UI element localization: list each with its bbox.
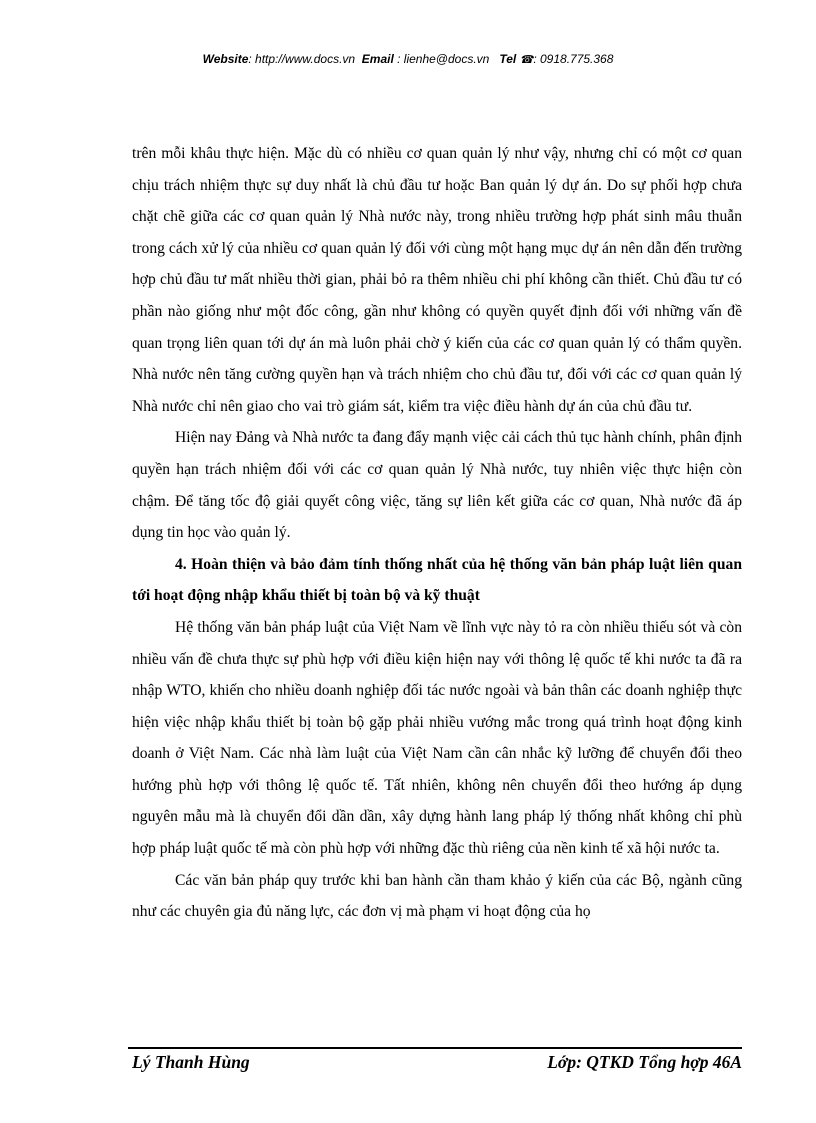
paragraph-2: Hiện nay Đảng và Nhà nước ta đang đẩy mạnh việc cải cách thủ tục hành chính, phân định quyền hạn trách nhiệm đối với các cơ quan quản lý Nhà nước, tuy nhiên việc thực hiện còn chậm. Để tăng tốc độ giải quyết công việc, tăng sự liên kết giữa các cơ quan, Nhà nước đã áp dụng tin học vào quản lý. — [132, 429, 742, 542]
telephone-icon: ☎ — [519, 54, 534, 66]
tel-label: Tel — [499, 52, 517, 66]
footer-class: Lớp: QTKD Tổng hợp 46A — [547, 1052, 742, 1072]
email-value[interactable]: : lienhe@docs.vn — [393, 52, 490, 66]
page-header — [0, 52, 816, 66]
footer-author: Lý Thanh Hùng — [132, 1052, 250, 1072]
paragraph-1: trên mỗi khâu thực hiện. Mặc dù có nhiều cơ quan quản lý như vậy, nhưng chỉ có một cơ quan chịu trách nhiệm thực sự duy nhất là chủ đầu tư hoặc Ban quản lý dự án. Do sự phối hợp chưa chặt chẽ giữa các cơ quan quản lý Nhà nước này, trong nhiều trường hợp phát sinh mâu thuẫn trong cách xử lý của nhiều cơ quan quản lý đối với cùng một hạng mục dự án nên dẫn đến trường hợp chủ đầu tư mất nhiều thời gian, phải bỏ ra thêm nhiều chi phí không cần thiết. Chủ đầu tư có phần nào giống như một đốc công, gần như không có quyền quyết định đối với những vấn đề quan trọng liên quan tới dự án mà luôn phải chờ ý kiến của các cơ quan quản lý có thẩm quyền. Nhà nước nên tăng cường quyền hạn và trách nhiệm cho chủ đầu tư, đối với các cơ quan quản lý Nhà nước chỉ nên giao cho vai trò giám sát, kiểm tra việc điều hành dự án của chủ đầu tư. — [132, 145, 742, 415]
paragraph-4: Các văn bản pháp quy trước khi ban hành cần tham khảo ý kiến của các Bộ, ngành cũng như các chuyên gia đủ năng lực, các đơn vị mà phạm vi hoạt động của họ — [132, 871, 742, 921]
document-body — [132, 138, 742, 928]
tel-value: : 0918.775.368 — [533, 52, 614, 66]
website-label: Website — [202, 52, 249, 66]
footer-divider — [128, 1047, 742, 1049]
website-url[interactable]: : http://www.docs.vn — [248, 52, 356, 66]
paragraph-3: Hệ thống văn bản pháp luật của Việt Nam về lĩnh vực này tỏ ra còn nhiều thiếu sót và còn nhiều vấn đề chưa thực sự phù hợp với điều kiện hiện nay với thông lệ quốc tế khi nước ta đã ra nhập WTO, khiến cho nhiều doanh nghiệp đối tác nước ngoài và bản thân các doanh nghiệp thực hiện việc nhập khẩu thiết bị toàn bộ gặp phải nhiều vướng mắc trong quá trình hoạt động kinh doanh ở Việt Nam. Các nhà làm luật của Việt Nam cần cân nhắc kỹ lưỡng để chuyển đổi theo hướng phù hợp với thông lệ quốc tế. Tất nhiên, không nên chuyển đổi theo hướng áp dụng nguyên mẫu mà là chuyển đổi dần dần, xây dựng hành lang pháp lý thống nhất không chỉ phù hợp pháp luật quốc tế mà còn phù hợp với những đặc thù riêng của nền kinh tế xã hội nước ta. — [132, 618, 742, 858]
section-heading: 4. Hoàn thiện và bảo đảm tính thống nhất của hệ thống văn bản pháp luật liên quan tới hoạt động nhập khẩu thiết bị toàn bộ và kỹ thuật — [132, 555, 742, 605]
email-label: Email — [361, 52, 394, 66]
